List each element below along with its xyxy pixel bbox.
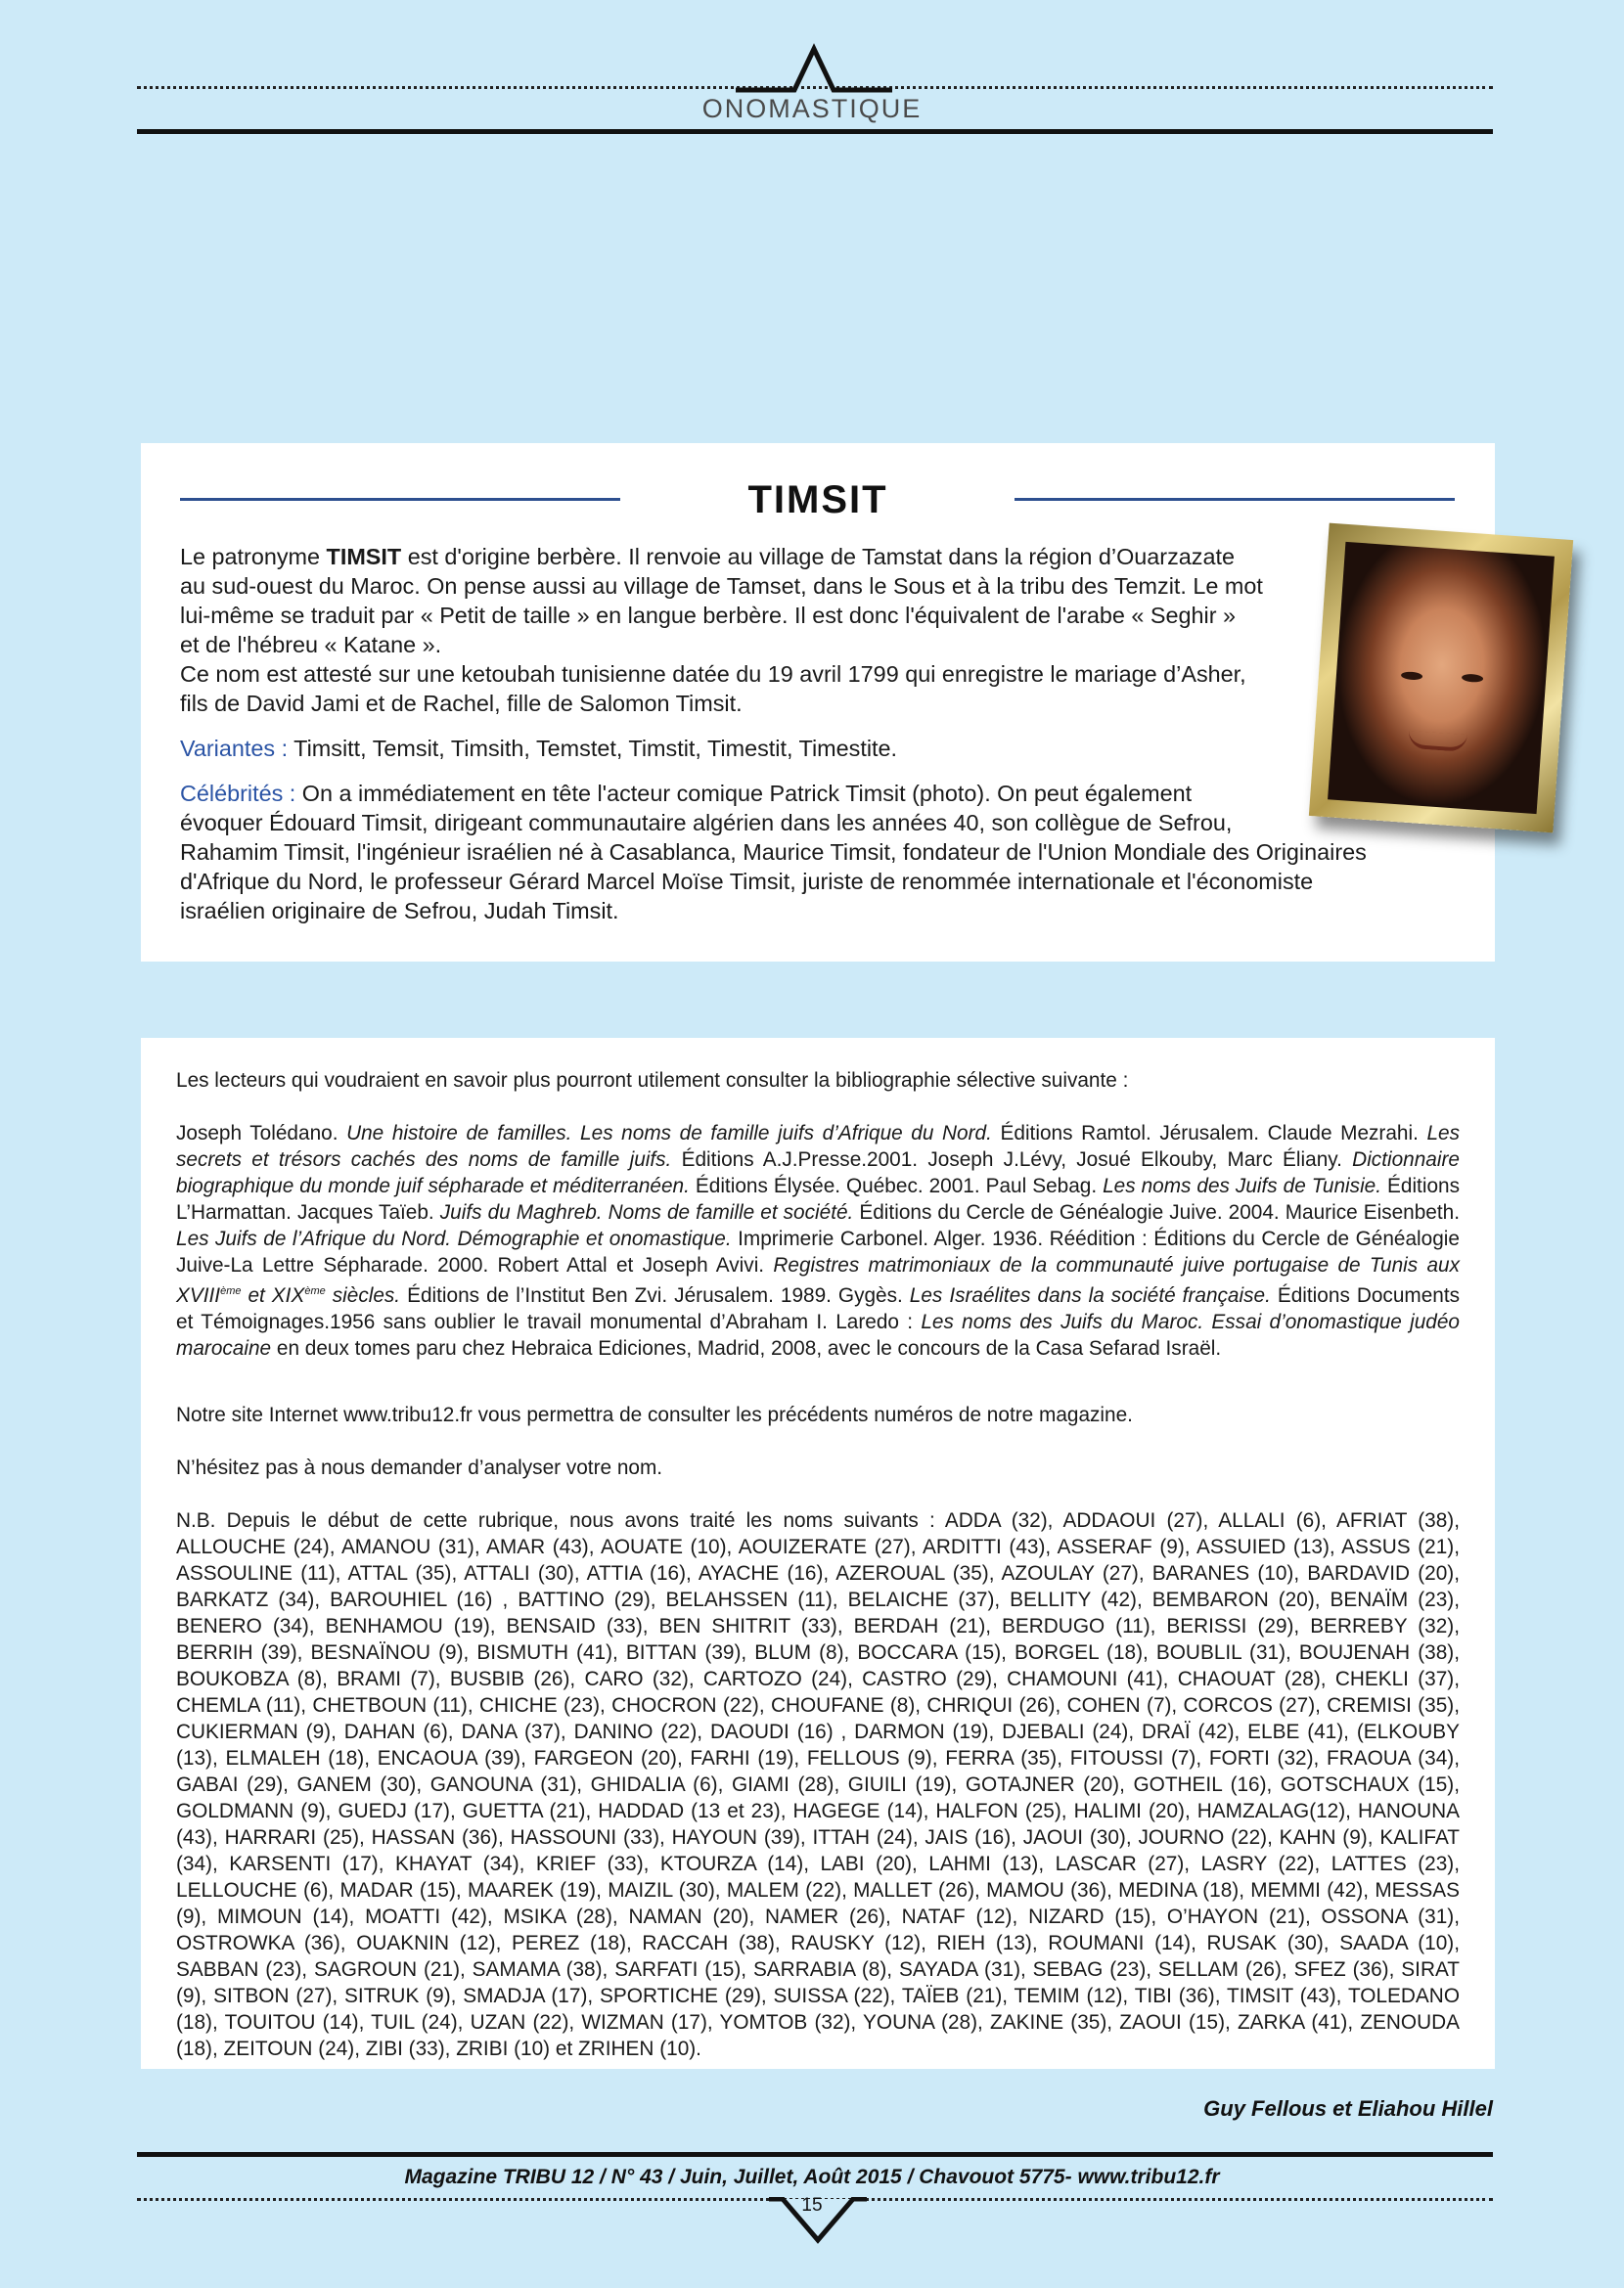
portrait-frame [1309,523,1573,833]
page-number: 15 [801,2195,823,2216]
header-peak-ornament [736,37,892,96]
intro-line-4: et de l'hébreu « Katane ». [180,632,442,657]
portrait-eye-left [1401,671,1423,681]
intro-line-3: lui-même se traduit par « Petit de taille » en langue berbère. Il est donc l'équivalent de l'arabe « Seghir » [180,603,1237,628]
section-title: ONOMASTIQUE [701,94,923,123]
article-title: TIMSIT [747,478,888,521]
authors-signature: Guy Fellous et Eliahou Hillel [1203,2096,1493,2121]
names-treated-list: N.B. Depuis le début de cette rubrique, nous avons traité les noms suivants : ADDA (32), ADDAOUI (27), ALLALI (6), AFRIAT (38), ALLOUCHE (24), AMANOU (31), AMAR (43), AOUATE (10), AOUIZERATE (27), ARDITTI (43), ASSERAF (9), ASSUIED (13), ASSUS (21), ASSOULINE (11), ATTAL (35), ATTALI (30), ATTIA (16), AYACHE (16), AZEROUAL (35), AZOULAY (27), BARANES (10), BARDAVID (20), BARKATZ (34), BAROUHIEL (16) , BATTINO (29), BELAHSSEN (11), BELAICHE (37), BELLITY (42), BEMBARON (20), BENAÏM (23), BENERO (34), BENHAMOU (19), BENSAID (33), BEN SHITRIT (33), BERDAH (21), BERDUGO (11), BERISSI (29), BERREBY (32), BERRIH (39), BESNAÏNOU (9), BISMUTH (41), BITTAN (39), BLUM (8), BOCCARA (15), BORGEL (18), BOUBLIL (31), BOUJENAH (38), BOUKOBZA (8), BRAMI (7), BUSBIB (26), CARO (32), CARTOZO (24), CASTRO (29), CHAMOUNI (41), CHAOUAT (28), CHEKLI (37), CHEMLA (11), CHETBOUN (11), CHICHE (23), CHOCRON (22), CHOUFANE (8), CHRIQUI (26), COHEN (7), CORCOS (27), CREMISI (35), CUKIERMAN (9), DAHAN (6), DANA (37), DANINO (22), DAOUDI (16) , DARMON (19), DJEBALI (24), DRAÏ (42), ELBE (41), (ELKOUBY (13), ELMALEH (18), ENCAOUA (39), FARGEON (20), FARHI (19), FELLOUS (9), FERRA (35), FITOUSSI (7), FORTI (32), FRAOUA (34), GABAI (29), GANEM (30), GANOUNA (31), GHIDALIA (6), GIAMI (28), GIUILI (19), GOTAJNER (20), GOTHEIL (16), GOTSCHAUX (15), GOLDMANN (9), GUEDJ (17), GUETTA (21), HADDAD (13 et 23), HAGEGE (14), HALFON (25), HALIMI (20), HAMZALAG(12), HANOUNA (43), HARRARI (25), HASSAN (36), HASSOUNI (33), HAYOUN (39), ITTAH (24), JAIS (16), JAOUI (30), JOURNO (22), KAHN (9), KALIFAT (34), KARSENTI (17), KHAYAT (34), KRIEF (33), KTOURZA (14), LABI (20), LAHMI (13), LASCAR (27), LASRY (22), LATTES (23), LELLOUCHE (6), MADAR (15), MAAREK (19), MAIZIL (30), MALEM (22), MALLET (26), MAMOU (36), MEDINA (18), MEMMI (42), MESSAS (9), MIMOUN (14), MOATTI (42), MSIKA (28), NAMAN (20), NAMER (26), NATAF (12), NIZARD (15), O’HAYON (21), OSSONA (31), OSTROWKA (36), OUAKNIN (12), PEREZ (18), RACCAH (38), RAUSKY (12), RIEH (13), ROUMANI (14), RUSAK (30), SAADA (10), SABBAN (23), SAGROUN (21), SAMAMA (38), SARFATI (15), SARRABIA (8), SAYADA (31), SEBAG (23), SELLAM (26), SFEZ (36), SIRAT (9), SITBON (27), SITRUK (9), SMADJA (17), SPORTICHE (29), SUISSA (22), TAÏEB (21), TEMIM (12), TIBI (36), TIMSIT (43), TOLEDANO (18), TOUITOU (14), TUIL (24), UZAN (22), WIZMAN (17), YOMTOB (32), YOUNA (28), ZAKINE (35), ZAOUI (15), ZARKA (41), ZENOUDA (18), ZEITOUN (24), ZIBI (33), ZRIBI (10) et ZRIHEN (10). [176,1509,1460,2060]
intro-line-5: Ce nom est attesté sur une ketoubah tunisienne datée du 19 avril 1799 qui enregistre le mariage d’Asher, [180,661,1246,687]
celebrities-line-4: d'Afrique du Nord, le professeur Gérard Marcel Moïse Timsit, juriste de renommée internationale et l'économiste [180,869,1314,894]
celebrities-line-3: Rahamim Timsit, l'ingénieur israélien né à Casablanca, Maurice Timsit, fondateur de l'Union Mondiale des Originaires [180,839,1367,865]
variants-label: Variantes : [180,736,289,761]
portrait-mouth [1408,731,1467,752]
intro-line-1: Le patronyme TIMSIT est d'origine berbère. Il renvoie au village de Tamstat dans la région d’Ouarzazate [180,544,1235,569]
title-rule-right [1015,498,1455,501]
bibliography-intro: Les lecteurs qui voudraient en savoir plus pourront utilement consulter la bibliographie sélective suivante : [176,1069,1129,1092]
portrait-eye-right [1462,673,1484,683]
celebrities-line-2: évoquer Édouard Timsit, dirigeant communautaire algérien dans les années 40, son collègue de Sefrou, [180,810,1233,835]
header-rule [137,129,1493,134]
bibliography-references: Joseph Tolédano. Une histoire de familles. Les noms de famille juifs d’Afrique du Nord. Éditions Ramtol. Jérusalem. Claude Mezrahi. Les secrets et trésors cachés des noms de famille juifs. Éditions A.J.Presse.2001. Joseph J.Lévy, Josué Elkouby, Marc Éliany. Dictionnaire biographique du monde juif sépharade et méditerranéen. Éditions Élysée. Québec. 2001. Paul Sebag. Les noms des Juifs de Tunisie. Éditions L’Harmattan. Jacques Taïeb. Juifs du Maghreb. Noms de famille et société. Éditions du Cercle de Généalogie Juive. 2004. Maurice Eisenbeth. Les Juifs de l’Afrique du Nord. Démographie et onomastique. Imprimerie Carbonel. Alger. 1936. Réédition : Éditions du Cercle de Généalogie Juive-La Lettre Sépharade. 2000. Robert Attal et Joseph Avivi. Registres matrimoniaux de la communauté juive portugaise de Tunis aux XVIIIème et XIXème siècles. Éditions de l’Institut Ben Zvi. Jérusalem. 1989. Gygès. Les Israélites dans la société française. Éditions Documents et Témoignages.1956 sans oublier le travail monumental d’Abraham I. Laredo : Les noms des Juifs du Maroc. Essai d’onomastique judéo marocaine en deux tomes paru chez Hebraica Ediciones, Madrid, 2008, avec le concours de la Casa Sefarad Israël. [176,1122,1461,1360]
footer-rule [137,2152,1493,2157]
intro-line-2: au sud-ouest du Maroc. On pense aussi au village de Tamset, dans le Sous et à la tribu des Temzit. Le mot [180,573,1263,599]
website-note: Notre site Internet www.tribu12.fr vous permettra de consulter les précédents numéros de notre magazine. [176,1404,1133,1426]
article-card [141,443,1495,962]
celebrities-line-1: Célébrités : On a immédiatement en tête l'acteur comique Patrick Timsit (photo). On peut également [180,781,1193,806]
intro-line-6: fils de David Jami et de Rachel, fille de Salomon Timsit. [180,691,743,716]
portrait-photo [1328,542,1555,814]
celebrities-line-5: israélien originaire de Sefrou, Judah Timsit. [180,898,619,923]
bibliography-card [141,1038,1495,2069]
footer-magazine-info: Magazine TRIBU 12 / N° 43 / Juin, Juillet, Août 2015 / Chavouot 5775- www.tribu12.fr [404,2166,1220,2188]
analysis-invitation: N’hésitez pas à nous demander d’analyser votre nom. [176,1457,663,1479]
celebrities-label: Célébrités : [180,781,296,806]
variants: Variantes : Timsitt, Temsit, Timsith, Temstet, Timstit, Timestit, Timestite. [180,736,898,761]
